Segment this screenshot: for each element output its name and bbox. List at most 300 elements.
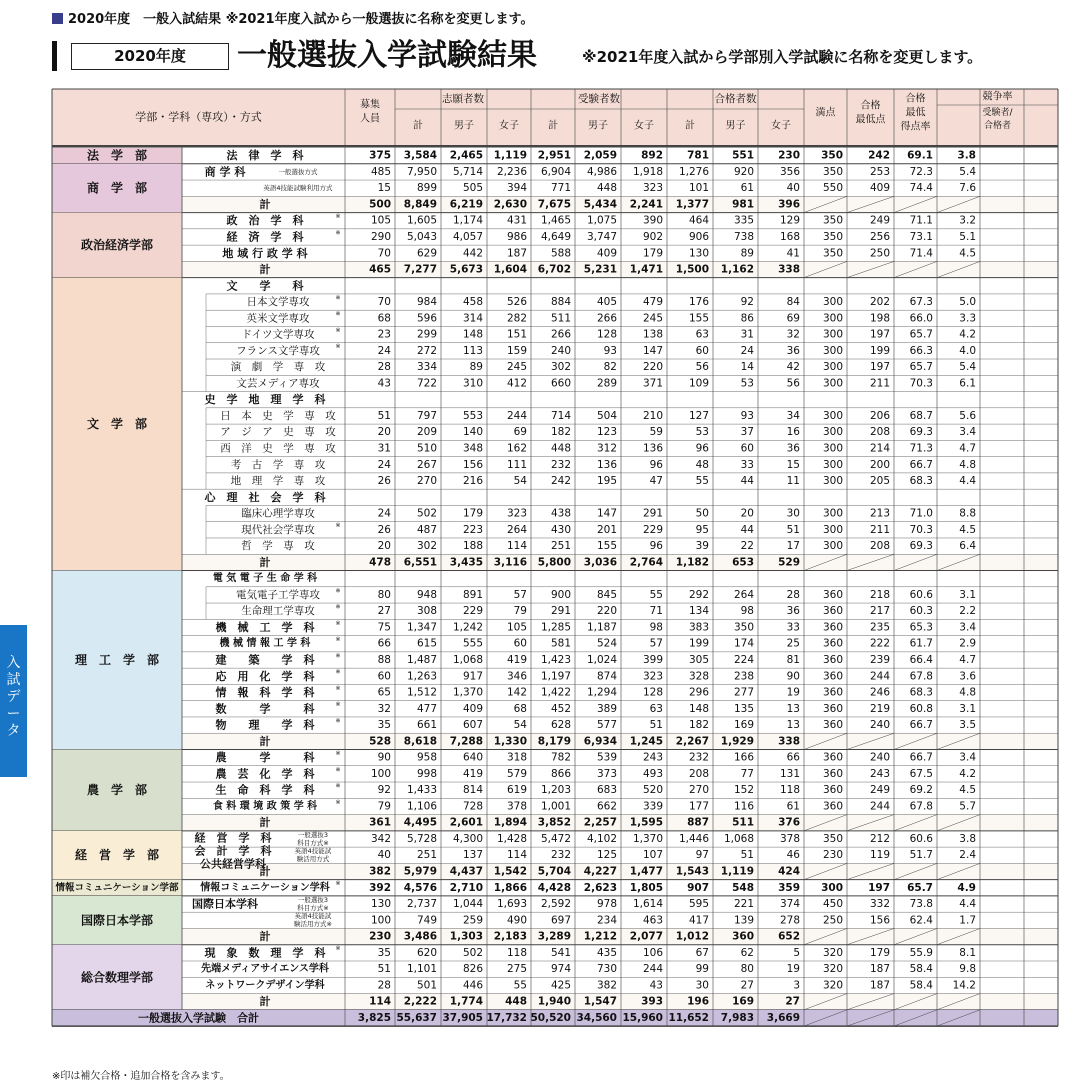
data-cell: 3.4 — [959, 751, 976, 764]
data-cell: 424 — [778, 865, 800, 878]
data-cell: 69.3 — [909, 426, 933, 439]
subject-name: 機 械 情 報 工 学 科 — [219, 638, 311, 650]
data-cell: 205 — [869, 475, 890, 488]
data-cell: 5 — [793, 946, 800, 959]
data-cell: 917 — [462, 670, 483, 683]
data-cell: 628 — [550, 719, 571, 732]
data-cell: 214 — [869, 442, 890, 455]
data-cell: 131 — [779, 767, 800, 780]
data-cell: 323 — [506, 507, 527, 520]
data-cell: 5.0 — [959, 296, 976, 309]
data-cell: 212 — [869, 832, 890, 845]
data-cell: 5.6 — [959, 409, 976, 422]
data-cell: 360 — [822, 686, 843, 699]
data-cell: 300 — [822, 540, 843, 553]
data-cell: 3,486 — [403, 930, 437, 943]
header-sub: 計 — [685, 120, 695, 132]
data-cell: 1,543 — [675, 865, 709, 878]
data-cell: 13 — [786, 719, 800, 732]
data-cell: 230 — [778, 149, 800, 162]
data-cell: 300 — [822, 523, 843, 536]
data-cell: 300 — [822, 377, 843, 390]
data-cell: 300 — [822, 296, 843, 309]
data-cell: 68.3 — [909, 475, 933, 488]
major-name: 文芸メディア専攻 — [236, 377, 320, 390]
footnote-mark: ※ — [335, 652, 341, 660]
major-name: 考 古 学 専 攻 — [230, 458, 326, 471]
data-cell: 198 — [869, 312, 890, 325]
subject-name: 法 律 学 科 — [226, 149, 304, 163]
data-cell: 378 — [779, 832, 800, 845]
data-cell: 1,542 — [493, 865, 527, 878]
data-cell: 738 — [733, 230, 754, 243]
footnote-mark: ※ — [335, 603, 341, 611]
data-cell: 55 — [513, 979, 527, 992]
data-cell: 412 — [506, 377, 527, 390]
data-cell: 24 — [740, 344, 754, 357]
data-cell: 323 — [642, 182, 663, 195]
data-cell: 137 — [462, 849, 483, 862]
data-cell: 1,203 — [540, 784, 571, 797]
data-cell: 3.6 — [959, 670, 976, 683]
data-cell: 4.4 — [959, 898, 976, 911]
data-cell: 28 — [377, 979, 391, 992]
data-cell: 68 — [377, 312, 391, 325]
data-cell: 67.8 — [909, 800, 933, 813]
dept-name: 理 工 学 部 — [74, 653, 160, 668]
data-cell: 1,197 — [540, 670, 571, 683]
header-dept: 学部・学科（専攻）・方式 — [135, 110, 262, 124]
data-cell: 116 — [733, 800, 754, 813]
data-cell: 80 — [740, 963, 754, 976]
data-cell: 640 — [462, 751, 483, 764]
data-cell: 1,075 — [586, 214, 617, 227]
data-cell: 2.4 — [959, 849, 976, 862]
data-cell: 902 — [642, 230, 663, 243]
data-cell: 986 — [506, 230, 527, 243]
major-name: 生命理工学専攻 — [241, 605, 315, 618]
data-cell: 1,285 — [540, 621, 571, 634]
subtotal-label: 計 — [259, 555, 271, 569]
data-cell: 360 — [822, 767, 843, 780]
data-cell: 4.5 — [959, 523, 976, 536]
data-cell: 4.9 — [957, 881, 976, 894]
data-cell: 208 — [688, 767, 709, 780]
data-cell: 187 — [869, 979, 890, 992]
data-cell: 113 — [462, 344, 483, 357]
subject-name: 機 械 工 学 科 — [215, 620, 315, 634]
data-cell: 63 — [695, 328, 709, 341]
data-cell: 291 — [550, 605, 571, 618]
data-cell: 174 — [733, 637, 754, 650]
footnote-mark: ※ — [335, 619, 341, 627]
data-cell: 71.3 — [909, 442, 933, 455]
subject-name: 数 学 科 — [215, 702, 315, 716]
data-cell: 66.4 — [909, 654, 933, 667]
data-cell: 5,472 — [540, 832, 571, 845]
data-cell: 4,986 — [586, 165, 617, 178]
data-cell: 222 — [869, 637, 890, 650]
data-cell: 2,601 — [449, 816, 483, 829]
side-tab[interactable]: 入試データ — [0, 625, 27, 777]
data-cell: 662 — [596, 800, 617, 813]
data-cell: 1,068 — [452, 654, 483, 667]
method-label: 英語4技能試 — [294, 912, 332, 921]
data-cell: 17,732 — [486, 1011, 527, 1024]
data-cell: 291 — [642, 507, 663, 520]
data-cell: 6,904 — [540, 165, 571, 178]
data-cell: 176 — [688, 296, 709, 309]
header-ratio: 競争率 — [982, 91, 1013, 103]
subtotal-label: 計 — [259, 734, 271, 748]
header-sub: 男子 — [588, 120, 608, 132]
data-cell: 216 — [462, 475, 483, 488]
data-cell: 874 — [596, 670, 617, 683]
data-cell: 32 — [786, 328, 800, 341]
data-cell: 98 — [649, 621, 663, 634]
data-cell: 1,119 — [720, 865, 754, 878]
data-cell: 44 — [740, 523, 754, 536]
data-cell: 781 — [687, 149, 709, 162]
footnote-mark: ※ — [335, 636, 341, 644]
data-cell: 15 — [377, 182, 391, 195]
data-cell: 430 — [550, 523, 571, 536]
data-cell: 229 — [642, 523, 663, 536]
title-note: ※2021年度入試から学部別入学試験に名称を変更します。 — [582, 48, 983, 66]
data-cell: 730 — [596, 963, 617, 976]
footnote-mark: ※ — [335, 326, 341, 334]
data-cell: 6.1 — [959, 377, 976, 390]
data-cell: 318 — [506, 751, 527, 764]
data-cell: 92 — [740, 296, 754, 309]
data-cell: 23 — [377, 328, 391, 341]
data-cell: 1,477 — [629, 865, 663, 878]
data-cell: 4.5 — [959, 784, 976, 797]
method-label: 科目方式※ — [297, 903, 329, 912]
data-cell: 55.9 — [909, 946, 933, 959]
data-cell: 323 — [642, 670, 663, 683]
data-cell: 69.2 — [909, 784, 933, 797]
data-cell: 208 — [869, 540, 890, 553]
data-cell: 8,849 — [403, 198, 437, 211]
dept-name: 商 学 部 — [86, 181, 148, 196]
data-cell: 36 — [786, 605, 800, 618]
data-cell: 5,714 — [452, 165, 483, 178]
data-cell: 2,465 — [449, 149, 483, 162]
data-cell: 89 — [469, 361, 483, 374]
data-cell: 382 — [596, 979, 617, 992]
data-cell: 581 — [550, 637, 571, 650]
header-passers: 合格者数 — [714, 93, 757, 105]
data-cell: 5,434 — [583, 198, 617, 211]
data-cell: 27 — [377, 605, 391, 618]
data-cell: 66 — [786, 751, 800, 764]
data-cell: 6,551 — [403, 556, 437, 569]
data-cell: 300 — [822, 475, 843, 488]
data-cell: 4.2 — [959, 767, 976, 780]
data-cell: 90 — [786, 670, 800, 683]
data-cell: 392 — [369, 881, 391, 894]
subtotal-bg — [182, 928, 1058, 944]
major-name: 臨床心理学専攻 — [241, 507, 315, 520]
data-cell: 98 — [740, 605, 754, 618]
data-cell: 360 — [822, 702, 843, 715]
data-cell: 118 — [779, 784, 800, 797]
data-cell: 1,866 — [493, 881, 527, 894]
data-cell: 3,825 — [357, 1011, 391, 1024]
data-cell: 96 — [649, 540, 663, 553]
data-cell: 1,044 — [452, 898, 483, 911]
data-cell: 217 — [869, 605, 890, 618]
data-cell: 80 — [377, 588, 391, 601]
data-cell: 114 — [506, 849, 527, 862]
data-cell: 502 — [462, 946, 483, 959]
subject-name: 経 済 学 科 — [226, 230, 304, 244]
footnote-mark: ※ — [335, 945, 341, 953]
data-cell: 335 — [733, 214, 754, 227]
data-cell: 2,257 — [583, 816, 617, 829]
subject-name: 応 用 化 学 科 — [215, 669, 315, 683]
data-cell: 2,222 — [403, 995, 437, 1008]
data-cell: 130 — [370, 898, 391, 911]
data-cell: 339 — [642, 800, 663, 813]
data-cell: 70 — [377, 247, 391, 260]
data-cell: 275 — [506, 963, 527, 976]
data-cell: 3 — [793, 979, 800, 992]
data-cell: 1,605 — [406, 214, 437, 227]
data-cell: 1,245 — [629, 735, 663, 748]
data-cell: 360 — [822, 621, 843, 634]
data-cell: 100 — [370, 914, 391, 927]
data-cell: 169 — [732, 995, 754, 1008]
footnote-mark: ※ — [335, 749, 341, 757]
data-cell: 302 — [550, 361, 571, 374]
data-cell: 551 — [732, 149, 754, 162]
data-cell: 2,241 — [629, 198, 663, 211]
data-cell: 139 — [733, 914, 754, 927]
data-cell: 683 — [596, 784, 617, 797]
subject-name: 情 報 科 学 科 — [215, 686, 315, 700]
data-cell: 71.0 — [909, 507, 933, 520]
data-cell: 60 — [513, 637, 527, 650]
data-cell: 5.4 — [959, 165, 976, 178]
data-cell: 31 — [377, 442, 391, 455]
data-cell: 66 — [377, 637, 391, 650]
data-cell: 147 — [642, 344, 663, 357]
data-cell: 1,162 — [720, 263, 754, 276]
data-cell: 458 — [462, 296, 483, 309]
data-cell: 511 — [732, 816, 754, 829]
subject-name: 現 象 数 理 学 科 — [204, 946, 326, 960]
major-name: ア ジ ア 史 専 攻 — [220, 426, 336, 439]
footnote-mark: ※ — [335, 880, 341, 888]
data-cell: 1,471 — [629, 263, 663, 276]
data-cell: 417 — [688, 914, 709, 927]
data-cell: 771 — [550, 182, 571, 195]
data-cell: 73.8 — [909, 898, 933, 911]
dept-name: 政治経済学部 — [80, 238, 154, 253]
data-cell: 179 — [869, 946, 890, 959]
data-cell: 1,614 — [632, 898, 663, 911]
data-cell: 1,370 — [632, 832, 663, 845]
data-cell: 312 — [596, 442, 617, 455]
data-cell: 51 — [649, 719, 663, 732]
data-cell: 446 — [462, 979, 483, 992]
data-cell: 2,710 — [449, 881, 483, 894]
subject-name: 情報コミュニケーション学科 — [200, 882, 330, 894]
header-min-rate: 合格 — [905, 93, 926, 105]
data-cell: 33 — [786, 621, 800, 634]
data-cell: 50 — [695, 507, 709, 520]
data-cell: 240 — [550, 344, 571, 357]
data-cell: 1,276 — [678, 165, 709, 178]
header-applicants: 志願者数 — [442, 93, 484, 105]
data-cell: 14 — [740, 361, 754, 374]
data-cell: 135 — [733, 702, 754, 715]
data-cell: 2,077 — [629, 930, 663, 943]
data-cell: 4.2 — [959, 328, 976, 341]
data-cell: 51 — [377, 409, 391, 422]
data-cell: 2,630 — [493, 198, 527, 211]
data-cell: 300 — [822, 344, 843, 357]
grand-total-label: 一般選抜入学試験 合計 — [138, 1011, 259, 1025]
data-cell: 264 — [733, 588, 754, 601]
data-cell: 490 — [506, 914, 527, 927]
data-cell: 106 — [642, 946, 663, 959]
method-label: 一般選抜3 — [297, 830, 329, 839]
data-cell: 93 — [740, 409, 754, 422]
data-cell: 68.3 — [909, 686, 933, 699]
data-cell: 629 — [416, 247, 437, 260]
data-cell: 43 — [377, 377, 391, 390]
data-cell: 19 — [786, 963, 800, 976]
data-cell: 4,576 — [403, 881, 437, 894]
data-cell: 179 — [462, 507, 483, 520]
data-cell: 320 — [822, 979, 843, 992]
data-cell: 2,183 — [493, 930, 527, 943]
data-cell: 1,693 — [496, 898, 527, 911]
data-cell: 360 — [732, 930, 754, 943]
data-cell: 1,370 — [452, 686, 483, 699]
data-cell: 981 — [732, 198, 754, 211]
data-cell: 41 — [786, 247, 800, 260]
data-cell: 209 — [416, 426, 437, 439]
data-cell: 179 — [642, 247, 663, 260]
data-cell: 197 — [869, 328, 890, 341]
data-cell: 296 — [688, 686, 709, 699]
data-cell: 300 — [822, 458, 843, 471]
data-cell: 208 — [869, 426, 890, 439]
data-cell: 24 — [377, 507, 391, 520]
data-cell: 502 — [416, 507, 437, 520]
footnote-mark: ※ — [335, 798, 341, 806]
data-cell: 7,675 — [537, 198, 571, 211]
data-cell: 138 — [642, 328, 663, 341]
data-cell: 1,894 — [493, 816, 527, 829]
data-cell: 232 — [550, 458, 571, 471]
data-cell: 6,934 — [583, 735, 617, 748]
data-cell: 314 — [462, 312, 483, 325]
data-cell: 1,465 — [540, 214, 571, 227]
data-cell: 393 — [641, 995, 663, 1008]
dept-name: 経 営 学 部 — [74, 848, 160, 863]
data-cell: 95 — [695, 523, 709, 536]
data-cell: 56 — [695, 361, 709, 374]
data-cell: 5,043 — [406, 230, 437, 243]
data-cell: 448 — [505, 995, 527, 1008]
data-cell: 109 — [688, 377, 709, 390]
data-cell: 195 — [596, 475, 617, 488]
data-cell: 243 — [642, 751, 663, 764]
data-cell: 156 — [869, 914, 890, 927]
data-cell: 199 — [869, 344, 890, 357]
data-cell: 69.1 — [907, 149, 933, 162]
data-cell: 266 — [596, 312, 617, 325]
subject-name: 生 命 科 学 科 — [215, 783, 315, 797]
header-quota: 人員 — [360, 113, 380, 125]
data-cell: 243 — [869, 767, 890, 780]
data-cell: 528 — [369, 735, 391, 748]
data-cell: 511 — [550, 312, 571, 325]
data-cell: 65.7 — [909, 361, 933, 374]
data-cell: 360 — [822, 719, 843, 732]
page-title: 一般選抜入学試験結果 — [237, 38, 537, 73]
data-cell: 101 — [688, 182, 709, 195]
data-cell: 169 — [733, 719, 754, 732]
data-cell: 342 — [370, 832, 391, 845]
data-cell: 3.1 — [959, 588, 976, 601]
footnote-mark: ※ — [335, 782, 341, 790]
data-cell: 619 — [506, 784, 527, 797]
subtotal-bg — [182, 196, 1058, 212]
subject-name: 政 治 学 科 — [226, 214, 304, 228]
data-cell: 155 — [596, 540, 617, 553]
data-cell: 202 — [869, 296, 890, 309]
data-cell: 55,637 — [396, 1011, 437, 1024]
data-cell: 3,852 — [537, 816, 571, 829]
data-cell: 9.8 — [959, 963, 976, 976]
data-cell: 148 — [462, 328, 483, 341]
header-sub: 男子 — [454, 120, 474, 132]
data-cell: 177 — [688, 800, 709, 813]
data-cell: 30 — [695, 979, 709, 992]
data-cell: 477 — [416, 702, 437, 715]
data-cell: 51 — [786, 523, 800, 536]
subject-name: 農 学 科 — [215, 751, 315, 765]
data-cell: 338 — [778, 263, 800, 276]
data-cell: 71 — [649, 605, 663, 618]
major-name: 日 本 史 学 専 攻 — [220, 409, 336, 422]
data-cell: 334 — [416, 361, 437, 374]
subject-name: 文 学 科 — [226, 279, 304, 293]
data-cell: 89 — [740, 247, 754, 260]
subject-name: ネットワークデザイン学科 — [205, 979, 325, 991]
data-cell: 4,495 — [403, 816, 437, 829]
data-cell: 11,652 — [668, 1011, 709, 1024]
data-cell: 245 — [642, 312, 663, 325]
data-cell: 239 — [869, 654, 890, 667]
data-cell: 245 — [506, 361, 527, 374]
subject-name: 公共経営学科 — [200, 857, 266, 871]
footnote-mark: ※ — [335, 701, 341, 709]
data-cell: 501 — [416, 979, 437, 992]
data-cell: 60.6 — [909, 588, 933, 601]
data-cell: 3,116 — [493, 556, 527, 569]
data-cell: 90 — [377, 751, 391, 764]
data-cell: 998 — [416, 767, 437, 780]
data-cell: 948 — [416, 588, 437, 601]
data-cell: 5.1 — [959, 230, 976, 243]
